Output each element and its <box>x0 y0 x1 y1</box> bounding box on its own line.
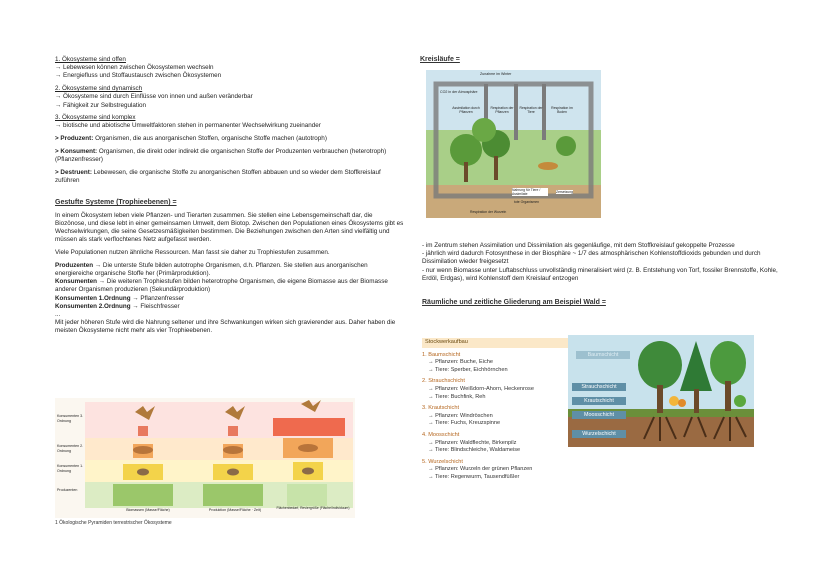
forest-label-root: Wurzelschicht <box>572 430 626 438</box>
cycle-label: Respiration im Boden <box>551 106 573 114</box>
property-line: → Ökosysteme sind durch Einflüsse von innen und außen veränderbar <box>55 93 253 101</box>
stratum-3: 3. Krautschicht → Pflanzen: Windröschen → Tiere: Fuchs, Kreuzspinne <box>422 405 501 427</box>
producers-def: Produzenten → Die unterste Stufe bilden autotrophe Organismen, d.h. Pflanzen. Sie stellen aus anorganischen energiereiche organische Stoffe her (Primärproduktion). <box>55 261 368 278</box>
cycle-label: Respiration der Tiere <box>519 106 543 114</box>
bullet: - jährlich wird dadurch Fotosynthese in der Biosphäre ~ 1/7 des atmosphärischen Kohlenstoffdioxids gebunden und durch Dissimilation wieder freigesetzt <box>422 250 761 266</box>
cycle-label: Nahrung für Tiere / Assimilate <box>512 188 548 196</box>
property-line: → biotische und abiotische Umweltfaktoren stehen in permanenter Wechselwirkung zueinander <box>55 122 321 130</box>
cycle-label: Assimilation durch Pflanzen <box>452 106 480 114</box>
level-label-k1: Konsumenten 1. Ordnung <box>57 464 84 473</box>
consumers-def: Konsumenten → Die weiteren Trophiestufen bilden heterotrophe Organismen, die eigene Biomasse aus der Biomasse anderer Organismen produzieren (Sekundärproduktion) <box>55 278 388 294</box>
role-consumer: > Konsument: Organismen, die direkt oder indirekt die organischen Stoffe der Produzenten verbrauchen (heterotroph) (Pflanzenfresser) <box>55 147 387 164</box>
property-line: → Fähigkeit zur Selbstregulation <box>55 101 147 109</box>
figure-caption: 1 Ökologische Pyramiden terrestrischer Ökosysteme <box>55 520 172 526</box>
strata-header: Stockwerkaufbau <box>422 338 572 348</box>
forest-label-herb: Krautschicht <box>572 397 626 405</box>
role-decomposer: > Destruent: Lebewesen, die organische Stoffe zu anorganischen Stoffen abbauen und so wieder dem Stoffkreislauf zuführen <box>55 168 381 184</box>
cycle-label: Zunahme im Winter <box>480 72 512 76</box>
cycle-bullets <box>422 242 782 307</box>
cycle-label: CO2 in der Atmosphäre <box>440 90 478 94</box>
role-producer: > Produzent: Organismen, die aus anorganischen Stoffen, organische Stoffe machen (autotroph) <box>55 135 327 143</box>
level-label-k2: Konsumenten 2. Ordnung <box>57 444 84 453</box>
ecological-pyramid-figure <box>55 398 355 518</box>
consumers-2: Konsumenten 2.Ordnung → Fleischfresser <box>55 302 180 310</box>
forest-layers-figure <box>568 335 754 447</box>
ellipsis: ... <box>55 311 61 319</box>
stratum-2: 2. Strauchschicht → Pflanzen: Weißdorn-Ahorn, Heckenrose → Tiere: Buchfink, Reh <box>422 378 534 400</box>
pyramid-illustration <box>55 398 355 518</box>
cycle-label: tote Organismen <box>514 200 540 204</box>
right-column <box>420 56 770 64</box>
section-title-cycles: Kreisläufe = <box>420 56 460 63</box>
carbon-cycle-figure <box>426 70 601 218</box>
forest-strata-list <box>422 338 572 482</box>
section-title-forest: Räumliche und zeitliche Gliederung am Beispiel Wald = <box>422 299 606 307</box>
paragraph: Viele Populationen nutzen ähnliche Ressourcen. Man fasst sie daher zu Trophiestufen zusammen. <box>55 249 330 257</box>
property-1 <box>55 56 405 81</box>
cycle-label: Zersetzung <box>556 190 573 194</box>
cycle-label: Respiration der Pflanzen <box>490 106 514 114</box>
stratum-1: 1. Baumschicht → Pflanzen: Buche, Eiche → Tiere: Sperber, Eichhörnchen <box>422 351 508 373</box>
forest-label-shrub: Strauchschicht <box>572 383 626 391</box>
property-line: → Lebewesen können zwischen Ökosystemen wechseln <box>55 64 214 72</box>
base-label-area: Flächenbedarf, Reviergröße (Fläche/Individuum) <box>276 506 350 510</box>
cycle-label: Respiration der Wurzeln <box>470 210 507 214</box>
property-line: → Energiefluss und Stoffaustausch zwischen Ökosystemen <box>55 72 222 80</box>
bullet: - im Zentrum stehen Assimilation und Dissimilation als gegenläufige, mit dem Stoffkreislauf gekoppelte Prozesse <box>422 242 735 249</box>
property-title: 1. Ökosysteme sind offen <box>55 56 126 63</box>
level-label-k3: Konsumenten 3. Ordnung <box>57 414 84 423</box>
bullet: - nur wenn Biomasse unter Luftabschluss unvollständig mineralisiert wird (z. B. Entstehung von Torf, fossiler Brennstoffe, Kohle, Erdöl, Erdgas), wird Kohlenstoff dem Kreislauf entzogen <box>422 266 778 282</box>
stratum-5: 5. Wurzelschicht → Pflanzen: Wurzeln der grünen Pflanzen → Tiere: Regenwurm, Tausendfüßler <box>422 458 533 480</box>
level-label-producers: Produzenten <box>57 488 78 492</box>
left-column <box>55 56 405 336</box>
stratum-4: 4. Moosschicht → Pflanzen: Waldflechte, Birkenpilz → Tiere: Blindschleiche, Waldameise <box>422 431 521 454</box>
paragraph: In einem Ökosystem leben viele Pflanzen- und Tierarten zusammen. Sie stellen eine Lebensgemeinschaft dar, die Biozönose, und diese lebt in einer gemeinsamen Umwelt, dem Biotop. Zwischen den Populationen eines Ökosystems gibt es Wechselwirkungen, die seine Gesetzesmäßigkeiten bestimmen. Die Beziehungen zwischen den Arten sind vielfältig und müssen als stark verflochtenes Netz aufgefasst werden. <box>55 211 404 244</box>
base-label-biomass: Biomassen (Masse/Fläche) <box>126 508 170 512</box>
forest-label-moss: Moosschicht <box>572 411 626 419</box>
property-title: 3. Ökosysteme sind komplex <box>55 114 136 122</box>
section-title-trophic: Gestufte Systeme (Trophieebenen) = <box>55 199 177 207</box>
forest-label-tree: Baumschicht <box>576 351 630 359</box>
paragraph: Mit jeder höheren Stufe wird die Nahrung seltener und ihre Schwankungen wirken sich gravierender aus. Daher haben die meisten Ökosysteme nicht mehr als vier Trophieebenen. <box>55 319 396 335</box>
base-label-production: Produktion (Masse/Fläche · Zeit) <box>208 508 262 512</box>
consumers-1: Konsumenten 1.Ordnung → Pflanzenfresser <box>55 294 185 302</box>
property-title: 2. Ökosysteme sind dynamisch <box>55 85 143 93</box>
property-2 <box>55 85 405 110</box>
property-3 <box>55 114 405 130</box>
